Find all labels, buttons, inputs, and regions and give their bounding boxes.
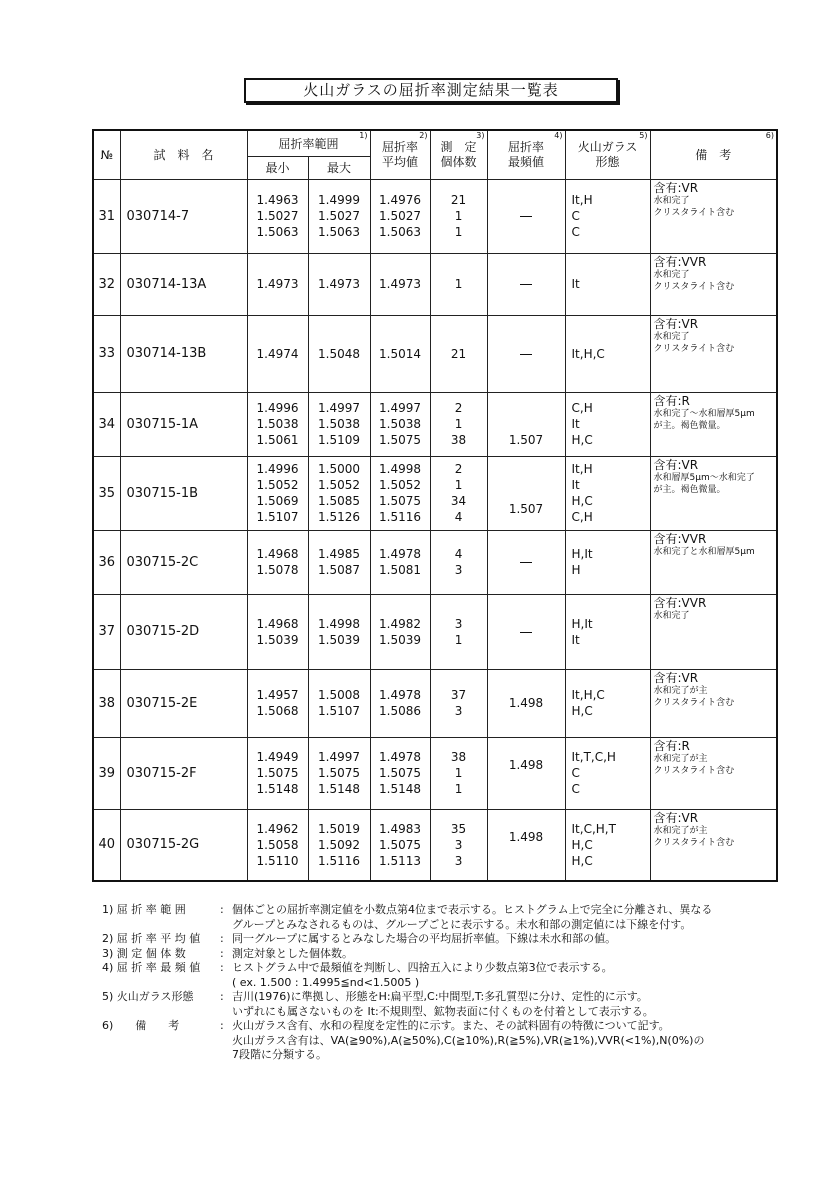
min-value: 1.4957 1.5068 [247,669,308,737]
header-form-label: 火山ガラス 形態 [577,139,638,169]
footnote-label: 6) 備 考 [102,1019,180,1032]
sample-name: 030715-2C [120,530,247,594]
row-number: 37 [93,594,120,669]
mean-value: 1.4978 1.5081 [370,530,430,594]
row-number: 31 [93,179,120,253]
table-row [93,456,777,530]
table-row [93,737,777,809]
count-value: 1 [430,253,487,315]
mode-empty [487,530,565,594]
count-value: 21 [430,315,487,392]
footnotes [102,903,802,1063]
row-number: 36 [93,530,120,594]
content-level: 含有:R [653,393,690,408]
max-value: 1.4999 1.5027 1.5063 [308,179,370,253]
count-value: 4 3 [430,530,487,594]
min-value: 1.4949 1.5075 1.5148 [247,737,308,809]
footnote-separator: : [220,1019,224,1032]
header-sample: 試 料 名 [120,130,247,179]
remarks [650,253,777,315]
count-value: 2 1 38 [430,392,487,456]
sample-name: 030715-2F [120,737,247,809]
sample-name: 030714-13A [120,253,247,315]
header-range-label: 屈折率範囲 [278,136,339,151]
footnote-mark-4: 4) [554,131,563,140]
hydration-note: 水和層厚5μm～水和完了 が主。褐色微量。 [653,472,755,495]
dash-mark [520,216,532,217]
hydration-note: 水和完了と水和層厚5μm [653,546,755,557]
glass-form: It,T,C,H C C [565,737,650,809]
table-body [93,179,777,881]
remarks [650,669,777,737]
footnote-separator: : [220,946,224,960]
footnote-mark-6: 6) [765,131,775,140]
sample-name: 030715-1B [120,456,247,530]
header-mean [370,130,430,179]
dash-mark [520,284,532,285]
max-value: 1.4997 1.5038 1.5109 [308,392,370,456]
count-value: 37 3 [430,669,487,737]
dash-mark [520,632,532,633]
mean-value: 1.5014 [370,315,430,392]
count-value: 3 1 [430,594,487,669]
footnote-item [102,932,802,947]
footnote-text: 吉川(1976)に準拠し、形態をH:扁平型,C:中間型,T:多孔質型に分け、定性的に示す。 いずれにも属さないものを It:不規則型、鉱物表面に付くものを付着として表示する。 [232,990,654,1018]
mode-value: 1.498 [487,737,565,809]
table-row [93,809,777,881]
header-mode-label: 屈折率 最頻値 [508,139,545,169]
footnote-mark-5: 5) [639,131,648,140]
footnote-item [102,961,802,990]
row-number: 38 [93,669,120,737]
mode-value: 1.498 [487,669,565,737]
remarks [650,315,777,392]
remarks [650,530,777,594]
header-no: № [93,130,120,179]
min-value: 1.4968 1.5078 [247,530,308,594]
sample-name: 030715-2G [120,809,247,881]
footnote-mark-1: 1) [359,131,368,140]
hydration-note: 水和完了 クリスタライト含む [653,195,735,218]
max-value: 1.5019 1.5092 1.5116 [308,809,370,881]
footnote-label: 2) 屈 折 率 平 均 値 [102,932,201,945]
remarks [650,594,777,669]
header-count-label: 測 定 個体数 [440,139,477,169]
row-number: 35 [93,456,120,530]
glass-form: It,H C C [565,179,650,253]
table-row [93,392,777,456]
remarks [650,809,777,881]
min-value: 1.4962 1.5058 1.5110 [247,809,308,881]
min-value: 1.4974 [247,315,308,392]
page-title: 火山ガラスの屈折率測定結果一覧表 [244,78,618,103]
mode-empty [487,179,565,253]
sample-name: 030714-13B [120,315,247,392]
content-level: 含有:R [653,738,690,753]
mode-value: 1.507 [487,456,565,530]
count-value: 38 1 1 [430,737,487,809]
footnote-item [102,947,802,962]
glass-form: C,H It H,C [565,392,650,456]
header-count [430,130,487,179]
glass-form: It,H It H,C C,H [565,456,650,530]
table-row [93,179,777,253]
remarks [650,179,777,253]
row-number: 40 [93,809,120,881]
hydration-note: 水和完了 クリスタライト含む [653,269,735,292]
mean-value: 1.4982 1.5039 [370,594,430,669]
count-value: 21 1 1 [430,179,487,253]
min-value: 1.4996 1.5038 1.5061 [247,392,308,456]
content-level: 含有:VR [653,810,699,825]
footnote-label: 3) 測 定 個 体 数 [102,946,186,960]
header-mean-label: 屈折率 平均値 [382,139,419,169]
row-number: 32 [93,253,120,315]
dash-mark [520,562,532,563]
glass-form: H,It H [565,530,650,594]
row-number: 39 [93,737,120,809]
header-note-label: 備 考 [695,148,732,163]
footnote-label: 1) 屈 折 率 範 囲 [102,903,186,916]
max-value: 1.4973 [308,253,370,315]
table-row [93,315,777,392]
hydration-note: 水和完了 [653,610,690,621]
remarks [650,737,777,809]
hydration-note: 水和完了が主 クリスタライト含む [653,753,735,776]
max-value: 1.4985 1.5087 [308,530,370,594]
glass-form: It [565,253,650,315]
footnote-label: 5) 火山ガラス形態 [102,990,194,1003]
mean-value: 1.4997 1.5038 1.5075 [370,392,430,456]
min-value: 1.4968 1.5039 [247,594,308,669]
mode-value: 1.507 [487,392,565,456]
mean-value: 1.4998 1.5052 1.5075 1.5116 [370,456,430,530]
footnote-mark-3: 3) [476,131,485,140]
mode-empty [487,315,565,392]
min-value: 1.4996 1.5052 1.5069 1.5107 [247,456,308,530]
count-value: 2 1 34 4 [430,456,487,530]
footnote-text: 同一グループに属するとみなした場合の平均屈折率値。下線は未水和部の値。 [232,932,617,945]
footnote-item [102,903,802,932]
sample-name: 030714-7 [120,179,247,253]
hydration-note: 水和完了 クリスタライト含む [653,331,735,354]
table-row [93,253,777,315]
content-level: 含有:VR [653,457,699,472]
sample-name: 030715-2D [120,594,247,669]
header-range [247,130,370,156]
header-note [650,130,777,179]
mode-value: 1.498 [487,809,565,881]
content-level: 含有:VVR [653,254,707,269]
min-value: 1.4973 [247,253,308,315]
max-value: 1.4997 1.5075 1.5148 [308,737,370,809]
content-level: 含有:VVR [653,595,707,610]
dash-mark [520,354,532,355]
row-number: 33 [93,315,120,392]
glass-form: It,H,C [565,315,650,392]
max-value: 1.5008 1.5107 [308,669,370,737]
footnote-mark-2: 2) [419,131,428,140]
footnote-label: 4) 屈 折 率 最 頻 値 [102,961,201,974]
hydration-note: 水和完了～水和層厚5μm が主。褐色微量。 [653,408,755,431]
glass-form: H,It It [565,594,650,669]
content-level: 含有:VR [653,180,699,195]
remarks [650,392,777,456]
header-mode [487,130,565,179]
sample-name: 030715-2E [120,669,247,737]
max-value: 1.5048 [308,315,370,392]
mean-value: 1.4978 1.5086 [370,669,430,737]
footnote-text: 個体ごとの屈折率測定値を小数点第4位まで表示する。ヒストグラム上で完全に分離され、異なる グループとみなされるものは、グループごとに表示する。未水和部の測定値には下線を付す。 [232,903,713,931]
footnote-text: 火山ガラス含有、水和の程度を定性的に示す。また、その試料固有の特徴について記す。 火山ガラス含有は、VA(≧90%),A(≧50%),C(≧10%),R(≧5%),VR(≧1%),VVR(<1%),N(0%)の 7段階に分類する。 [232,1019,705,1061]
table-row [93,669,777,737]
footnote-separator: : [220,932,224,945]
hydration-note: 水和完了が主 クリスタライト含む [653,825,735,848]
count-value: 35 3 3 [430,809,487,881]
mean-value: 1.4978 1.5075 1.5148 [370,737,430,809]
mean-value: 1.4973 [370,253,430,315]
footnote-separator: : [220,903,224,916]
hydration-note: 水和完了が主 クリスタライト含む [653,685,735,708]
mode-empty [487,253,565,315]
content-level: 含有:VVR [653,531,707,546]
footnote-item [102,1019,802,1063]
table-row [93,530,777,594]
min-value: 1.4963 1.5027 1.5063 [247,179,308,253]
max-value: 1.4998 1.5039 [308,594,370,669]
content-level: 含有:VR [653,316,699,331]
header-max: 最大 [308,156,370,179]
glass-form: It,H,C H,C [565,669,650,737]
mean-value: 1.4983 1.5075 1.5113 [370,809,430,881]
header-form [565,130,650,179]
footnote-item [102,990,802,1019]
content-level: 含有:VR [653,670,699,685]
sample-name: 030715-1A [120,392,247,456]
row-number: 34 [93,392,120,456]
refractive-index-table [92,129,778,882]
header-min: 最小 [247,156,308,179]
mode-empty [487,594,565,669]
table-row [93,594,777,669]
footnote-text: ヒストグラム中で最頻値を判断し、四捨五入により少数点第3位で表示する。 ( ex. 1.500 : 1.4995≦nd<1.5005 ) [232,961,613,989]
footnote-separator: : [220,990,224,1003]
footnote-text: 測定対象とした個体数。 [232,946,353,960]
footnote-separator: : [220,961,224,974]
mean-value: 1.4976 1.5027 1.5063 [370,179,430,253]
glass-form: It,C,H,T H,C H,C [565,809,650,881]
max-value: 1.5000 1.5052 1.5085 1.5126 [308,456,370,530]
remarks [650,456,777,530]
